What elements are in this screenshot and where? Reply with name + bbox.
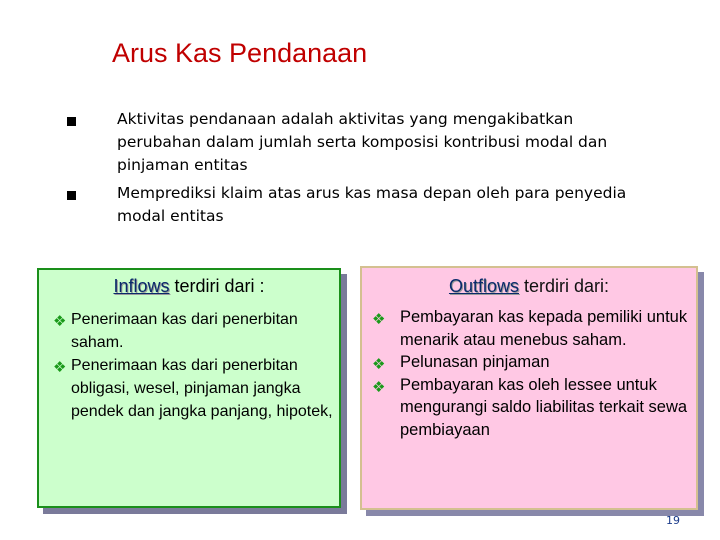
outflows-panel: [360, 266, 698, 510]
outflows-panel-box: [360, 266, 698, 510]
inflows-heading: [39, 276, 339, 297]
list-item: [372, 351, 697, 374]
diamond-bullet-icon: ❖: [372, 355, 386, 373]
page-number: 19: [666, 514, 680, 527]
main-bullet-list: [60, 108, 660, 233]
bullet-item: [60, 108, 660, 177]
bullet-text: Memprediksi klaim atas arus kas masa depan oleh para penyedia modal entitas: [117, 184, 627, 225]
outflows-list: [372, 306, 697, 441]
inflows-heading-rest: terdiri dari :: [169, 276, 265, 296]
bullet-item: [60, 182, 660, 228]
inflows-panel-box: [37, 268, 341, 508]
diamond-bullet-icon: ❖: [372, 310, 386, 328]
list-item-text: Pembayaran kas kepada pemiliki untuk menarik atau menebus saham.: [400, 308, 688, 349]
diamond-bullet-icon: ❖: [53, 358, 67, 376]
inflows-panel: [37, 268, 341, 508]
diamond-bullet-icon: ❖: [372, 377, 386, 396]
square-bullet-icon: [67, 117, 76, 126]
square-bullet-icon: [67, 191, 76, 200]
list-item: [372, 306, 697, 351]
list-item: [372, 374, 697, 442]
outflows-heading: [362, 276, 696, 297]
inflows-keyword: Inflows: [113, 276, 170, 296]
list-item-text: Pembayaran kas oleh lessee untuk mengurangi saldo liabilitas terkait sewa pembiayaan: [400, 375, 688, 439]
list-item-text: Penerimaan kas dari penerbitan obligasi, wesel, pinjaman jangka pendek dan jangka panjang, hipotek,: [71, 357, 333, 420]
inflows-list: [53, 308, 341, 423]
outflows-keyword: Outflows: [448, 276, 519, 296]
list-item: [53, 308, 341, 354]
outflows-heading-rest: terdiri dari:: [519, 276, 610, 296]
list-item-text: Penerimaan kas dari penerbitan saham.: [71, 311, 298, 351]
bullet-text: Aktivitas pendanaan adalah aktivitas yang mengakibatkan perubahan dalam jumlah serta komposisi kontribusi modal dan pinjaman entitas: [117, 110, 608, 174]
diamond-bullet-icon: ❖: [53, 312, 67, 330]
list-item-text: Pelunasan pinjaman: [400, 353, 550, 371]
list-item: [53, 354, 341, 423]
slide-title: Arus Kas Pendanaan: [112, 38, 368, 68]
